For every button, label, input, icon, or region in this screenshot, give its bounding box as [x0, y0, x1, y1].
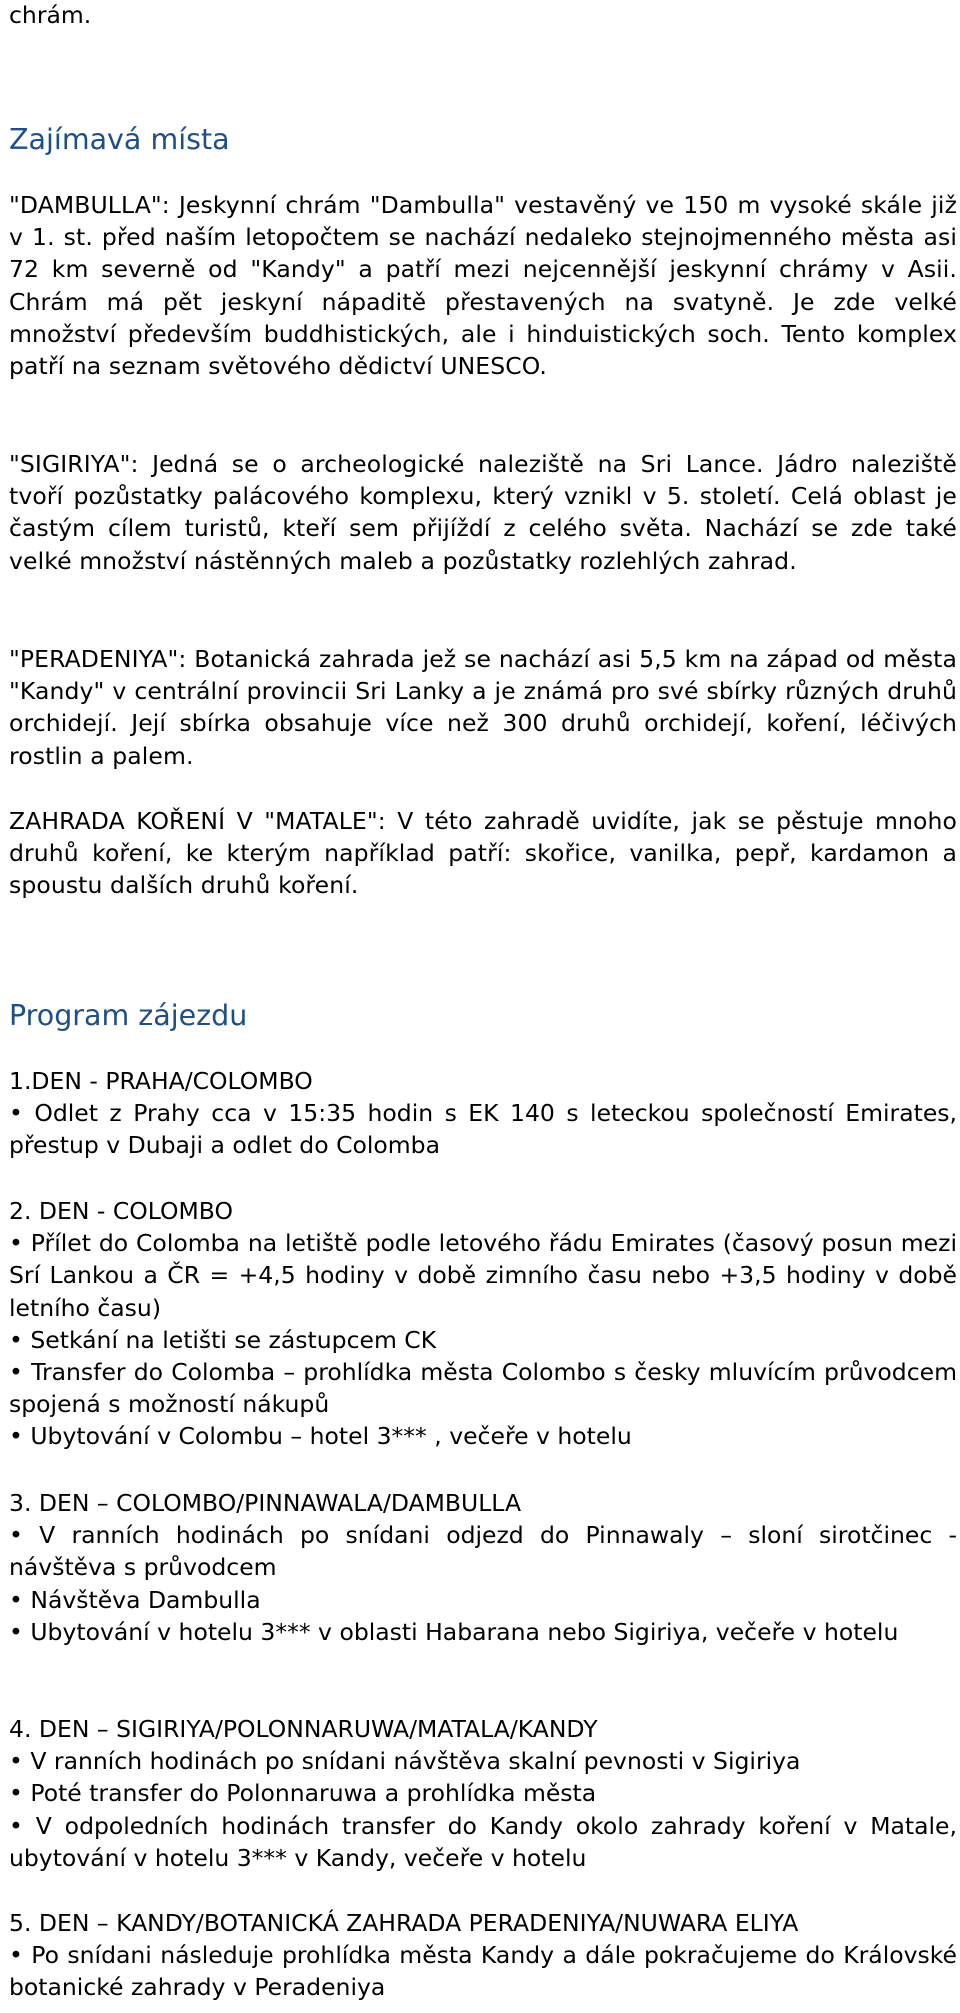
list-item [9, 1616, 957, 1648]
bullet-icon: • [9, 1521, 23, 1550]
list-item [9, 1227, 957, 1324]
day-title: 5. DEN – KANDY/BOTANICKÁ ZAHRADA PERADENIYA/NUWARA ELIYA [9, 1909, 799, 1937]
list-item-text: Poté transfer do Polonnaruwa a prohlídka města [30, 1779, 597, 1808]
list-item [9, 1420, 957, 1452]
bullet-icon: • [9, 1747, 23, 1776]
day-title: 4. DEN – SIGIRIYA/POLONNARUWA/MATALA/KANDY [9, 1715, 598, 1743]
bullet-icon: • [9, 1941, 23, 1970]
program-day-5 [9, 1907, 957, 2004]
intro-fragment: chrám. [9, 1, 92, 29]
list-item-text: Ubytování v Colombu – hotel 3*** , večeře v hotelu [30, 1422, 632, 1451]
bullet-icon: • [9, 1585, 23, 1614]
list-item [9, 1777, 957, 1809]
program-day-1 [9, 1065, 957, 1162]
list-item-text: V ranních hodinách po snídani návštěva skalní pevnosti v Sigiriya [30, 1747, 801, 1776]
bullet-icon: • [9, 1358, 23, 1387]
paragraph-peradeniya: "PERADENIYA": Botanická zahrada jež se nachází asi 5,5 km na západ od města "Kandy" v centrální provincii Sri Lanky a je známá pro své sbírky různých druhů orchidejí. Její sbírka obsahuje více než 300 druhů orchidejí, koření, léčivých rostlin a palem. [9, 645, 957, 770]
list-item [9, 1519, 957, 1583]
list-item [9, 1745, 957, 1777]
list-item [9, 1584, 957, 1616]
bullet-icon: • [9, 1779, 23, 1808]
list-item-text: Návštěva Dambulla [30, 1585, 261, 1614]
paragraph-dambulla: "DAMBULLA": Jeskynní chrám "Dambulla" vestavěný ve 150 m vysoké skále již v 1. st. před naším letopočtem se nachází nedaleko stejnojmenného města asi 72 km severně od "Kandy" a patří mezi nejcennější jeskynní chrámy v Asii. Chrám má pět jeskyní nápaditě přestavených na svatyně. Je zde velké množství především buddhistických, ale i hinduistických soch. Tento komplex patří na seznam světového dědictví UNESCO. [9, 191, 957, 381]
program-day-4 [9, 1713, 957, 1874]
list-item-text: Ubytování v hotelu 3*** v oblasti Habarana nebo Sigiriya, večeře v hotelu [30, 1617, 899, 1646]
list-item-text: V ranních hodinách po snídani odjezd do Pinnawaly – sloní sirotčinec - návštěva s průvodcem [9, 1521, 957, 1582]
list-item [9, 1810, 957, 1874]
list-item [9, 1324, 957, 1356]
bullet-icon: • [9, 1229, 23, 1258]
program-day-3 [9, 1487, 957, 1648]
bullet-icon: • [9, 1422, 23, 1451]
day-title: 2. DEN - COLOMBO [9, 1197, 233, 1225]
bullet-icon: • [9, 1099, 23, 1128]
list-item-text: Setkání na letišti se zástupcem CK [30, 1325, 437, 1354]
day-title: 1.DEN - PRAHA/COLOMBO [9, 1067, 313, 1095]
bullet-icon: • [9, 1325, 23, 1354]
bullet-icon: • [9, 1617, 23, 1646]
paragraph-sigiriya: "SIGIRIYA": Jedná se o archeologické naleziště na Sri Lance. Jádro naleziště tvoří pozůstatky palácového komplexu, který vznikl v 5. století. Celá oblast je častým cílem turistů, kteří sem přijíždí z celého světa. Nachází se zde také velké množství nástěnných maleb a pozůstatky rozlehlých zahrad. [9, 450, 957, 575]
section-heading-program: Program zájezdu [9, 999, 248, 1032]
list-item [9, 1356, 957, 1420]
list-item-text: V odpoledních hodinách transfer do Kandy okolo zahrady koření v Matale, ubytování v hotelu 3*** v Kandy, večeře v hotelu [9, 1811, 957, 1872]
list-item [9, 1097, 957, 1161]
program-day-2 [9, 1195, 957, 1453]
day-title: 3. DEN – COLOMBO/PINNAWALA/DAMBULLA [9, 1489, 522, 1517]
list-item-text: Odlet z Prahy cca v 15:35 hodin s EK 140 s leteckou společností Emirates, přestup v Dubaji a odlet do Colomba [9, 1099, 957, 1160]
list-item-text: Transfer do Colomba – prohlídka města Colombo s česky mluvícím průvodcem spojená s možností nákupů [9, 1358, 957, 1419]
bullet-icon: • [9, 1811, 23, 1840]
paragraph-matale: ZAHRADA KOŘENÍ V "MATALE": V této zahradě uvidíte, jak se pěstuje mnoho druhů koření, ke kterým například patří: skořice, vanilka, pepř, kardamon a spoustu dalších druhů koření. [9, 807, 957, 900]
section-heading-places: Zajímavá místa [9, 123, 230, 156]
list-item-text: Přílet do Colomba na letiště podle letového řádu Emirates (časový posun mezi Srí Lankou a ČR = +4,5 hodiny v době zimního času nebo +3,5 hodiny v době letního času) [9, 1229, 957, 1322]
list-item [9, 1939, 957, 2003]
list-item-text: Po snídani následuje prohlídka města Kandy a dále pokračujeme do Královské botanické zahrady v Peradeniya [9, 1941, 957, 2002]
